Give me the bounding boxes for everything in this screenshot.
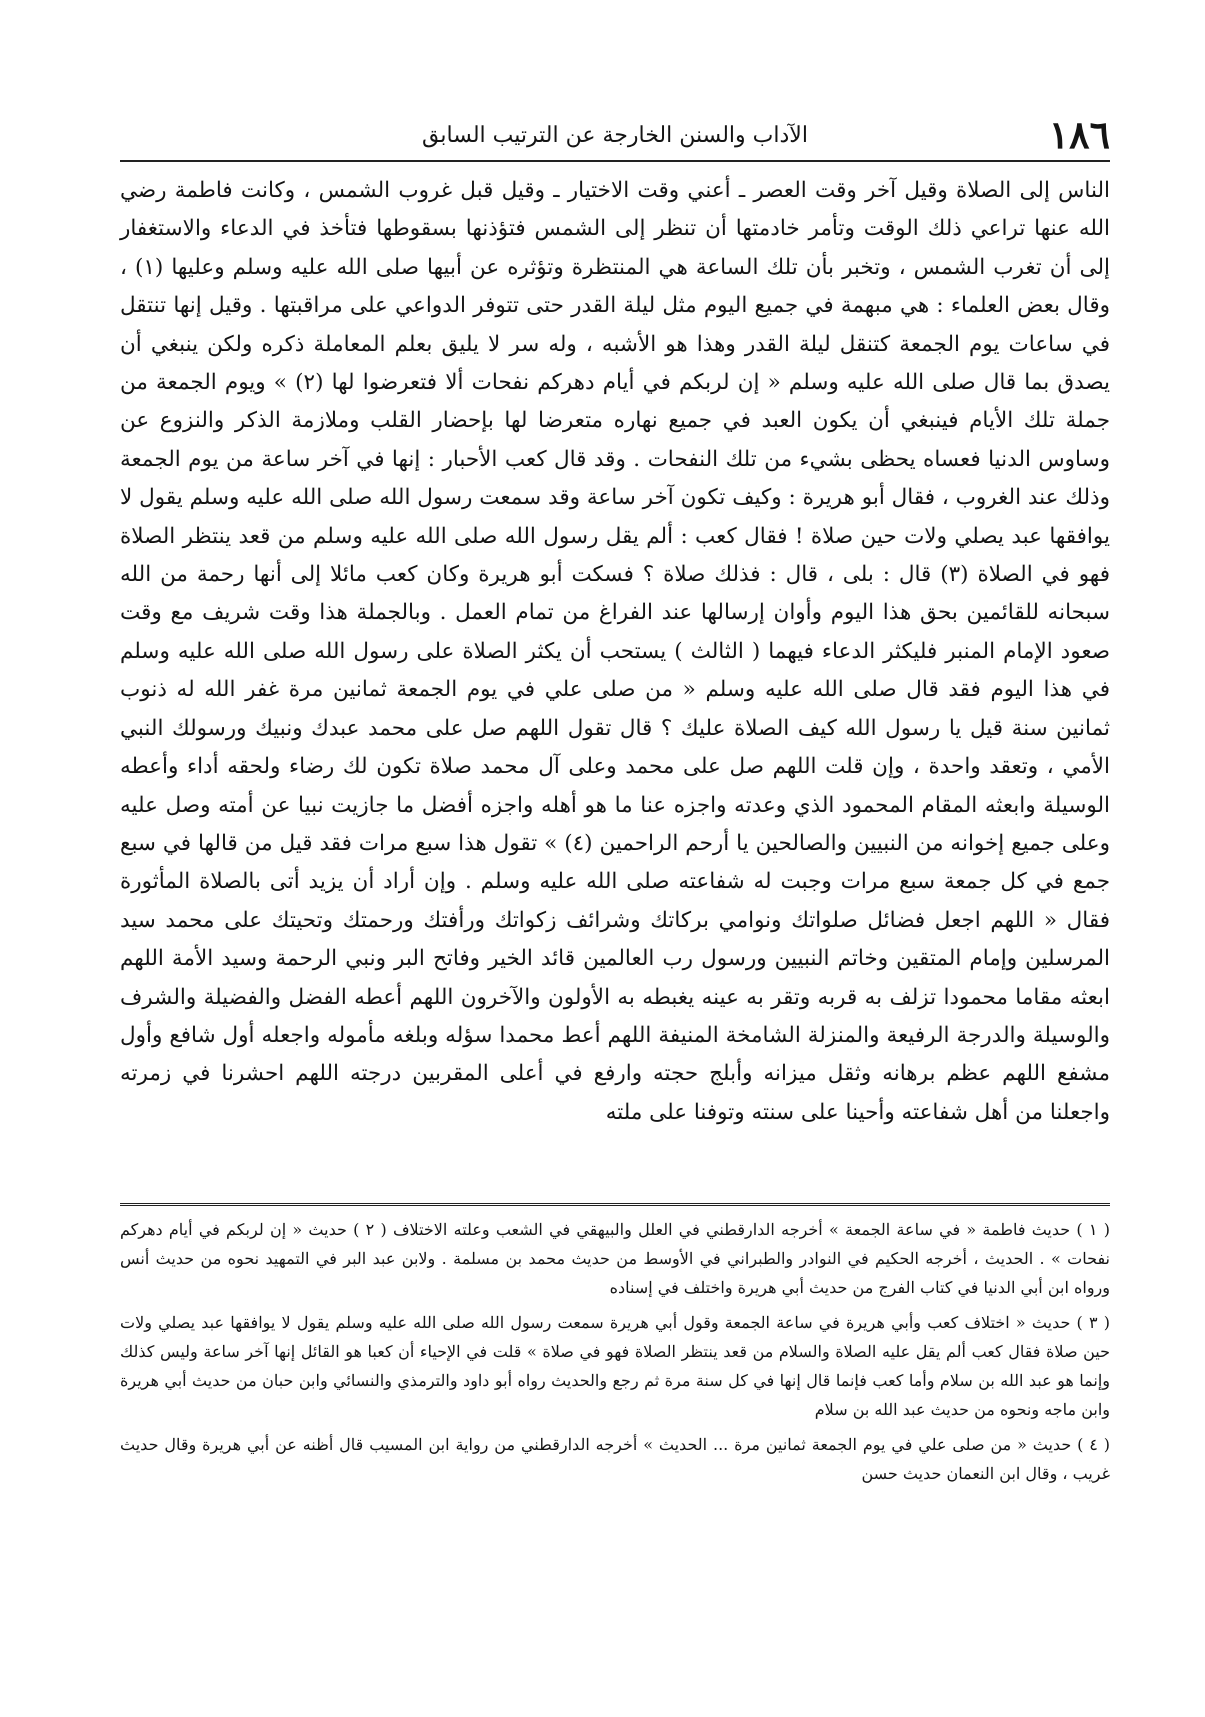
footnotes: [120, 1215, 1110, 1494]
body-paragraph: الناس إلى الصلاة وقيل آخر وقت العصر ـ أعني وقت الاختيار ـ وقيل قبل غروب الشمس ، وكانت فاطمة رضي الله عنها تراعي ذلك الوقت وتأمر خادمتها أن تنظر إلى الشمس فتؤذنها بسقوطها فتأخذ في الدعاء والاستغفار إلى أن تغرب الشمس ، وتخبر بأن تلك الساعة هي المنتظرة وتؤثره عن أبيها صلى الله عليه وسلم وعليها (١) ، وقال بعض العلماء : هي مبهمة في جميع اليوم مثل ليلة القدر حتى تتوفر الدواعي على مراقبتها . وقيل إنها تنتقل في ساعات يوم الجمعة كتنقل ليلة القدر وهذا هو الأشبه ، وله سر لا يليق بعلم المعاملة ذكره ولكن ينبغي أن يصدق بما قال صلى الله عليه وسلم « إن لربكم في أيام دهركم نفحات ألا فتعرضوا لها (٢) » ويوم الجمعة من جملة تلك الأيام فينبغي أن يكون العبد في جميع نهاره متعرضا لها بإحضار القلب وملازمة الذكر والنزوع عن وساوس الدنيا فعساه يحظى بشيء من تلك النفحات . وقد قال كعب الأحبار : إنها في آخر ساعة من يوم الجمعة وذلك عند الغروب ، فقال أبو هريرة : وكيف تكون آخر ساعة وقد سمعت رسول الله صلى الله عليه وسلم يقول لا يوافقها عبد يصلي ولات حين صلاة ! فقال كعب : ألم يقل رسول الله صلى الله عليه وسلم من قعد ينتظر الصلاة فهو في الصلاة (٣) قال : بلى ، قال : فذلك صلاة ؟ فسكت أبو هريرة وكان كعب مائلا إلى أنها رحمة من الله سبحانه للقائمين بحق هذا اليوم وأوان إرسالها عند الفراغ من تمام العمل . وبالجملة هذا وقت شريف مع وقت صعود الإمام المنبر فليكثر الدعاء فيهما ( الثالث ) يستحب أن يكثر الصلاة على رسول الله صلى الله عليه وسلم في هذا اليوم فقد قال صلى الله عليه وسلم « من صلى علي في يوم الجمعة ثمانين مرة غفر الله له ذنوب ثمانين سنة قيل يا رسول الله كيف الصلاة عليك ؟ قال تقول اللهم صل على محمد عبدك ونبيك ورسولك النبي الأمي ، وتعقد واحدة ، وإن قلت اللهم صل على محمد وعلى آل محمد صلاة تكون لك رضاء ولحقه أداء وأعطه الوسيلة وابعثه المقام المحمود الذي وعدته واجزه عنا ما هو أهله واجزه أفضل ما جازيت نبيا عن أمته وصل عليه وعلى جميع إخوانه من النبيين والصالحين يا أرحم الراحمين (٤) » تقول هذا سبع مرات فقد قيل من قالها في سبع جمع في كل جمعة سبع مرات وجبت له شفاعته صلى الله عليه وسلم . وإن أراد أن يزيد أتى بالصلاة المأثورة فقال « اللهم اجعل فضائل صلواتك ونوامي بركاتك وشرائف زكواتك ورأفتك ورحمتك وتحيتك على محمد سيد المرسلين وإمام المتقين وخاتم النبيين ورسول رب العالمين قائد الخير وفاتح البر ونبي الرحمة وسيد الأمة اللهم ابعثه مقاما محمودا تزلف به قربه وتقر به عينه يغبطه به الأولون والآخرون اللهم أعطه الفضل والفضيلة والشرف والوسيلة والدرجة الرفيعة والمنزلة الشامخة المنيفة اللهم أعط محمدا سؤله وبلغه مأموله واجعله أول شافع وأول مشفع اللهم عظم برهانه وثقل ميزانه وأبلج حجته وارفع في أعلى المقربين درجته اللهم احشرنا في زمرته واجعلنا من أهل شفاعته وأحينا على سنته وتوفنا على ملته: [120, 178, 1110, 1125]
running-title: الآداب والسنن الخارجة عن الترتيب السابق: [422, 123, 808, 148]
footnote-3: ( ٣ ) حديث « اختلاف كعب وأبي هريرة في ساعة الجمعة وقول أبي هريرة سمعت رسول الله صلى الله عليه وسلم يقول لا يوافقها عبد يصلي ولات حين صلاة فقال كعب ألم يقل عليه الصلاة والسلام من قعد ينتظر الصلاة فهو في صلاة » قلت في الإحياء أن كعبا هو القائل إنها آخر ساعة وليس كذلك وإنما هو عبد الله بن سلام وأما كعب فإنما قال إنها في كل سنة مرة ثم رجع والحديث رواه أبو داود والترمذي والنسائي وابن حبان من حديث أبي هريرة وابن ماجه ونحوه من حديث عبد الله بن سلام: [120, 1313, 1111, 1419]
main-text: [120, 172, 1110, 1132]
footnote-separator: [120, 1203, 1110, 1206]
page-number: ١٨٦: [1048, 112, 1110, 157]
footnote-4: ( ٤ ) حديث « من صلى علي في يوم الجمعة ثمانين مرة ... الحديث » أخرجه الدارقطني من رواية ابن المسيب قال أظنه عن أبي هريرة وقال حديث غريب ، وقال ابن النعمان حديث حسن: [120, 1435, 1111, 1483]
page-header: [120, 112, 1110, 158]
header-rule: [120, 160, 1110, 162]
footnote-1-2: ( ١ ) حديث فاطمة « في ساعة الجمعة » أخرجه الدارقطني في العلل والبيهقي في الشعب وعلته الاختلاف ( ٢ ) حديث « إن لربكم في أيام دهركم نفحات » . الحديث ، أخرجه الحكيم في النوادر والطبراني في الأوسط من حديث محمد بن مسلمة . ولابن عبد البر في التمهيد نحوه من حديث أنس ورواه ابن أبي الدنيا في كتاب الفرج من حديث أبي هريرة واختلف في إسناده: [120, 1220, 1111, 1297]
